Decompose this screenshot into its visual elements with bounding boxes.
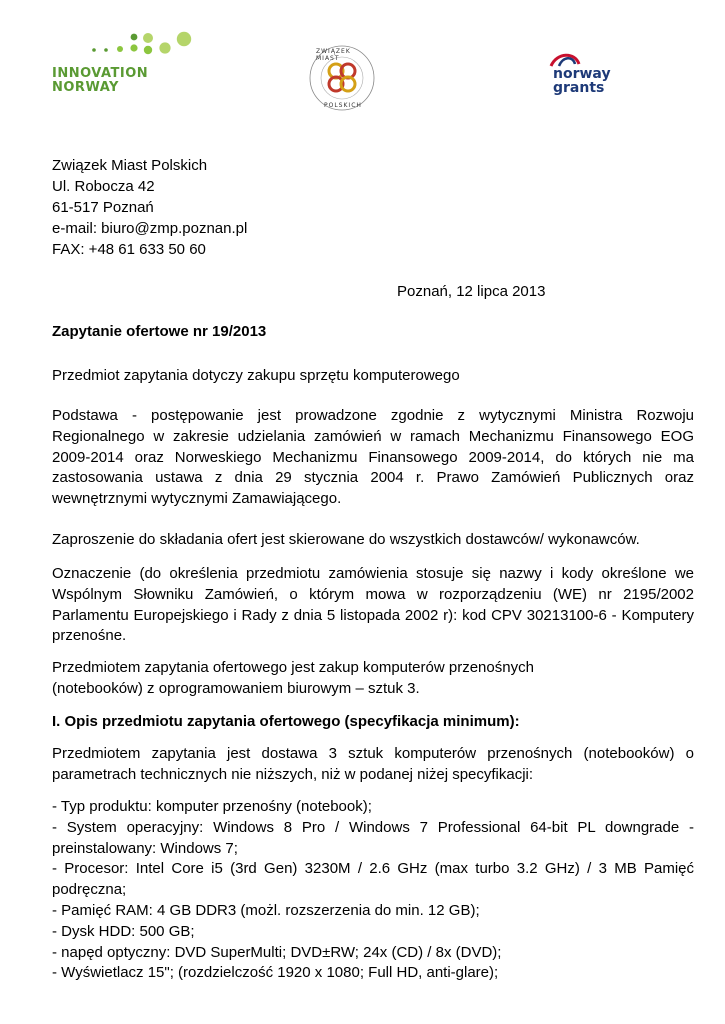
paragraph-object-line2: (notebooków) z oprogramowaniem biurowym – sztuk 3. xyxy=(52,680,420,697)
address-line-email: e-mail: biuro@zmp.poznan.pl xyxy=(52,220,248,237)
spec-item-optical-drive: - napęd optyczny: DVD SuperMulti; DVD±RW; 24x (CD) / 8x (DVD); xyxy=(52,943,502,961)
paragraph-basis: Podstawa - postępowanie jest prowadzone zgodnie z wytycznymi Ministra Rozwoju Regionalnego w zakresie udzielania zamówień w ramach Mechanizmu Finansowego EOG 2009-2014 oraz Norweskiego Mechanizmu Finansowego 2009-2014, do których nie ma zastosowania ustawa z dnia 29 stycznia 2004 r. Prawo Zamówień Publicznych oraz wewnętrznymi wytycznymi Zamawiającego. xyxy=(52,407,694,508)
spec-item-product-type: - Typ produktu: komputer przenośny (notebook); xyxy=(52,798,372,815)
paragraph-object-line1: Przedmiotem zapytania ofertowego jest zakup komputerów przenośnych xyxy=(52,659,534,676)
zmp-logo xyxy=(308,44,376,112)
address-line-fax: FAX: +48 61 633 50 60 xyxy=(52,241,206,258)
document-title: Zapytanie ofertowe nr 19/2013 xyxy=(52,323,267,340)
norway-grants-logo xyxy=(545,50,625,100)
logo-text-norway-word: norway xyxy=(553,66,611,82)
innovation-norway-logo xyxy=(48,30,198,98)
spec-item-os: - System operacyjny: Windows 8 Pro / Windows 7 Professional 64-bit PL downgrade - preinstalowany: Windows 7; xyxy=(52,818,694,857)
document-date: Poznań, 12 lipca 2013 xyxy=(397,283,546,300)
logo-text-norway: NORWAY xyxy=(52,80,119,95)
spec-item-display: - Wyświetlacz 15"; (rozdzielczość 1920 x 1080; Full HD, anti-glare); xyxy=(52,964,499,982)
spec-item-hdd: - Dysk HDD: 500 GB; xyxy=(52,922,195,940)
paragraph-delivery: Przedmiotem zapytania jest dostawa 3 sztuk komputerów przenośnych (notebooków) o parametrach technicznych nie niższych, niż w podanej niżej specyfikacji: xyxy=(52,745,694,783)
document-subject: Przedmiot zapytania dotyczy zakupu sprzętu komputerowego xyxy=(52,367,460,384)
zmp-ring-text-bottom: POLSKICH xyxy=(324,102,362,109)
spec-list xyxy=(52,797,694,984)
zmp-ring-text-top: ZWIĄZEK MIAST xyxy=(316,48,351,62)
spec-item-cpu: - Procesor: Intel Core i5 (3rd Gen) 3230M / 2.6 GHz (max turbo 3.2 GHz) / 3 MB Pamięć podręczna; xyxy=(52,860,694,899)
innovation-norway-dots-icon xyxy=(48,30,198,70)
address-line-street: Ul. Robocza 42 xyxy=(52,178,155,195)
logo-text-grants-word: grants xyxy=(553,80,605,96)
paragraph-invitation: Zaproszenie do składania ofert jest skierowane do wszystkich dostawców/ wykonawców. xyxy=(52,531,640,548)
section-heading-specification: I. Opis przedmiotu zapytania ofertowego (specyfikacja minimum): xyxy=(52,713,520,730)
paragraph-marking: Oznaczenie (do określenia przedmiotu zamówienia stosuje się nazwy i kody określone we Wspólnym Słowniku Zamówień, o którym mowa w rozporządzeniu (WE) nr 2195/2002 Parlamentu Europejskiego i Rady z dnia 5 listopada 2002 r): kod CPV 30213100-6 - Komputery przenośne. xyxy=(52,565,694,645)
logo-text-innovation: INNOVATION xyxy=(52,66,149,81)
spec-item-ram: - Pamięć RAM: 4 GB DDR3 (możl. rozszerzenia do min. 12 GB); xyxy=(52,901,480,919)
address-line-city: 61-517 Poznań xyxy=(52,199,154,216)
address-line-org: Związek Miast Polskich xyxy=(52,157,208,174)
